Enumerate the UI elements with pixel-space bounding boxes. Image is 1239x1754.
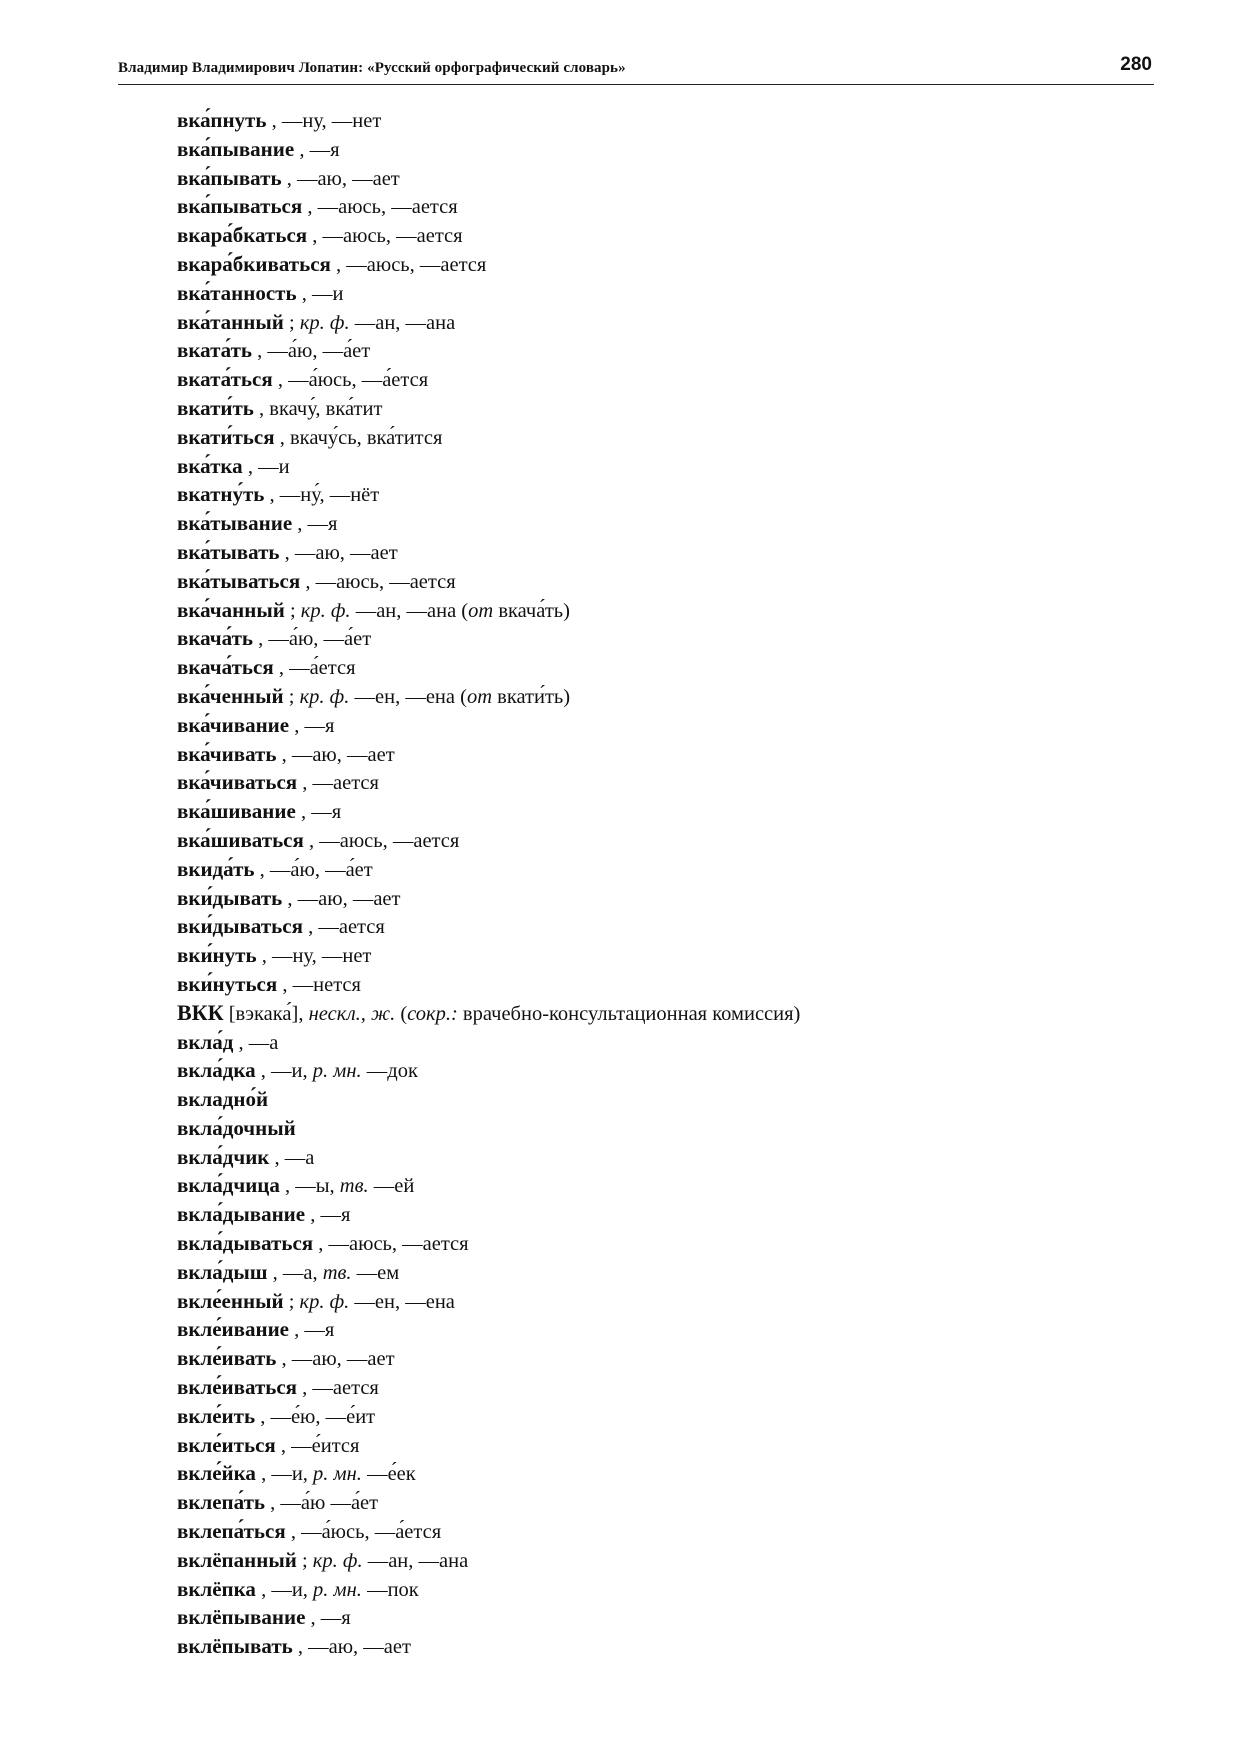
inflection-text: , —и — [242, 455, 290, 478]
headword: вкати́ться — [177, 424, 275, 449]
dictionary-entry — [177, 1517, 1157, 1546]
inflection-text: ; — [296, 1549, 313, 1572]
dictionary-entry — [177, 250, 1157, 279]
inflection-text: , —аюсь, —ается — [307, 225, 463, 248]
headword: вкле́ивание — [177, 1317, 290, 1342]
headword: вка́пнуть — [177, 108, 267, 132]
dictionary-entry — [177, 1114, 1157, 1143]
inflection-text: —док — [361, 1060, 418, 1083]
inflection-text: , —а́юсь, —а́ется — [285, 1521, 442, 1544]
inflection-text: , —я — [305, 1607, 351, 1630]
inflection-text: вкача́ть) — [493, 599, 570, 622]
dictionary-entry — [177, 1315, 1157, 1344]
grammar-note: кр. ф. — [299, 685, 350, 708]
dictionary-entry — [177, 1258, 1157, 1287]
dictionary-entry — [177, 1229, 1157, 1258]
inflection-text: , —а — [269, 1146, 315, 1169]
headword: вкле́иваться — [177, 1375, 298, 1400]
headword: вкла́дочный — [177, 1115, 296, 1140]
inflection-text: , —а́ю —а́ет — [265, 1492, 379, 1515]
grammar-note: нескл., ж. — [308, 1002, 396, 1025]
dictionary-entry — [177, 135, 1157, 164]
headword: вкара́бкиваться — [177, 251, 331, 276]
inflection-text: , —аюсь, —ается — [330, 253, 487, 276]
headword: вкла́дчик — [177, 1144, 270, 1169]
dictionary-entry — [177, 797, 1157, 826]
headword: вка́танность — [177, 280, 297, 305]
inflection-text: , —а — [233, 1031, 279, 1054]
inflection-text: , —ну, —нет — [266, 110, 382, 132]
dictionary-entry — [177, 1056, 1157, 1085]
dictionary-entry — [177, 336, 1157, 365]
dictionary-entry — [177, 1085, 1157, 1114]
inflection-text: , —а́ется — [273, 657, 356, 680]
page-number: 280 — [1120, 54, 1152, 75]
dictionary-entry — [177, 567, 1157, 596]
inflection-text: ; — [283, 311, 300, 334]
dictionary-entry — [177, 538, 1157, 567]
inflection-text: , —а́ю, —а́ет — [252, 340, 371, 363]
inflection-text: —ен, —ена — [349, 1290, 455, 1313]
headword: вка́чиваться — [177, 770, 298, 795]
inflection-text: , —ы, — [279, 1175, 340, 1198]
headword: ВКК — [177, 999, 224, 1025]
dictionary-entry — [177, 1632, 1157, 1661]
inflection-text: —ан, —ана — [362, 1549, 469, 1572]
headword: вка́пывать — [177, 165, 282, 190]
dictionary-entry — [177, 1402, 1157, 1431]
dictionary-entry — [177, 826, 1157, 855]
headword: вка́танный — [177, 309, 284, 334]
headword: вка́чивать — [177, 741, 277, 766]
headword: вклепа́ть — [177, 1490, 266, 1515]
inflection-text: , —ается — [297, 772, 379, 795]
inflection-text: , —нется — [277, 973, 361, 996]
dictionary-entry — [177, 653, 1157, 682]
headword: вки́нуть — [177, 943, 257, 968]
dictionary-entry — [177, 1546, 1157, 1575]
dictionary-entry — [177, 164, 1157, 193]
dictionary-entry — [177, 1603, 1157, 1632]
header-title: Владимир Владимирович Лопатин: «Русский орфографический словарь» — [118, 60, 626, 76]
headword: вка́ченный — [177, 683, 284, 708]
inflection-text: , —аю, —ает — [292, 1636, 411, 1659]
dictionary-entry — [177, 365, 1157, 394]
headword: вкле́йка — [177, 1461, 256, 1486]
inflection-text: , —и, — [255, 1060, 313, 1083]
inflection-text: , —аю, —ает — [281, 167, 400, 190]
inflection-text: , —ается — [302, 916, 385, 939]
headword: вка́шиваться — [177, 827, 304, 852]
dictionary-entry — [177, 941, 1157, 970]
inflection-text: ; — [283, 1290, 300, 1313]
grammar-note: сокр.: — [407, 1002, 458, 1025]
headword: вката́ть — [177, 338, 253, 363]
headword: вка́чанный — [177, 597, 285, 622]
grammar-note: р. мн. — [313, 1578, 362, 1601]
inflection-text: , —аюсь, —ается — [302, 196, 458, 219]
grammar-note: кр. ф. — [300, 599, 351, 622]
headword: вкладно́й — [177, 1087, 269, 1112]
dictionary-entry — [177, 452, 1157, 481]
grammar-note: кр. ф. — [299, 311, 350, 334]
dictionary-entry — [177, 1373, 1157, 1402]
dictionary-entry — [177, 1028, 1157, 1057]
headword: вката́ться — [177, 367, 273, 392]
inflection-text: , —и, — [255, 1578, 314, 1601]
headword: вкача́ться — [177, 655, 274, 680]
grammar-note: от — [466, 685, 493, 708]
inflection-text: ; — [284, 599, 301, 622]
dictionary-entry — [177, 308, 1157, 337]
inflection-text: ( — [395, 1002, 408, 1025]
headword: вклёпанный — [177, 1547, 297, 1572]
grammar-note: от — [468, 599, 494, 622]
inflection-text: , —я — [289, 1319, 335, 1342]
headword: вки́дывать — [177, 885, 283, 910]
inflection-text: , —я — [292, 513, 338, 536]
headword: вка́тка — [177, 453, 243, 478]
headword: вкле́енный — [177, 1288, 284, 1313]
inflection-text: , —и — [296, 282, 344, 305]
inflection-text: —ан, —ана — [349, 311, 456, 334]
grammar-note: тв. — [339, 1175, 369, 1198]
inflection-text: , вкачу́сь, вка́тится — [274, 426, 443, 449]
inflection-text: , —я — [295, 801, 342, 824]
dictionary-entry — [177, 1200, 1157, 1229]
dictionary-entry — [177, 682, 1157, 711]
inflection-text: вкати́ть) — [492, 685, 571, 708]
dictionary-entry — [177, 423, 1157, 452]
inflection-text: , —аю, —ает — [276, 743, 395, 766]
inflection-text: , —ну́, —нёт — [264, 484, 380, 507]
inflection-text: , —ну, —нет — [256, 945, 372, 968]
inflection-text: , —аюсь, —ается — [313, 1233, 469, 1256]
grammar-note: р. мн. — [313, 1463, 362, 1486]
dictionary-entry — [177, 509, 1157, 538]
dictionary-entry — [177, 221, 1157, 250]
headword: вка́пывание — [177, 136, 295, 161]
dictionary-entry — [177, 855, 1157, 884]
inflection-text: , —а, — [267, 1261, 323, 1284]
headword: вкла́д — [177, 1029, 234, 1054]
dictionary-entry — [177, 624, 1157, 653]
dictionary-entry — [177, 1287, 1157, 1316]
inflection-text: , —я — [294, 138, 340, 161]
grammar-note: кр. ф. — [299, 1290, 350, 1313]
headword: вкла́дчица — [177, 1173, 280, 1198]
inflection-text: , —аю, —ает — [279, 541, 398, 564]
dictionary-entries — [177, 106, 1157, 1661]
inflection-text: , —а́ю, —а́ет — [254, 858, 373, 881]
inflection-text: —ан, —ана ( — [350, 599, 469, 622]
inflection-text: , —аюсь, —ается — [300, 570, 456, 593]
inflection-text: , —я — [305, 1204, 351, 1227]
headword: вка́тывание — [177, 511, 293, 536]
headword: вкатну́ть — [177, 482, 265, 507]
grammar-note: тв. — [322, 1261, 352, 1284]
inflection-text: —е́ек — [361, 1463, 416, 1486]
headword: вклёпывание — [177, 1605, 306, 1630]
headword: вки́дываться — [177, 914, 303, 939]
headword: вклепа́ться — [177, 1519, 286, 1544]
dictionary-entry — [177, 999, 1157, 1028]
dictionary-entry — [177, 970, 1157, 999]
headword: вкара́бкаться — [177, 223, 308, 248]
dictionary-entry — [177, 884, 1157, 913]
headword: вкла́дываться — [177, 1231, 314, 1256]
headword: вка́тываться — [177, 568, 301, 593]
dictionary-entry — [177, 192, 1157, 221]
inflection-text: , —аю, —ает — [276, 1348, 395, 1371]
inflection-text: [вэкака́], — [223, 1002, 309, 1025]
headword: вкле́ить — [177, 1403, 256, 1428]
inflection-text: , —е́ю, —е́ит — [255, 1405, 376, 1428]
inflection-text: , —я — [289, 714, 335, 737]
inflection-text: —ен, —ена ( — [349, 685, 467, 708]
inflection-text: ; — [283, 685, 300, 708]
headword: вкла́дыш — [177, 1259, 268, 1284]
headword: вклёпка — [177, 1576, 256, 1601]
grammar-note: кр. ф. — [312, 1549, 363, 1572]
dictionary-entry — [177, 106, 1157, 135]
dictionary-entry — [177, 596, 1157, 625]
headword: вкла́дка — [177, 1058, 256, 1083]
inflection-text: , —а́ю, —а́ет — [253, 628, 372, 651]
inflection-text: врачебно-консультационная комиссия) — [457, 1002, 801, 1025]
inflection-text: , вкачу́, вка́тит — [253, 397, 383, 420]
inflection-text: , —аюсь, —ается — [303, 829, 460, 852]
headword: вка́шивание — [177, 799, 296, 824]
inflection-text: , —е́ится — [275, 1434, 360, 1457]
headword: вка́пываться — [177, 194, 303, 219]
dictionary-entry — [177, 480, 1157, 509]
headword: вклёпывать — [177, 1634, 293, 1659]
dictionary-entry — [177, 740, 1157, 769]
dictionary-entry — [177, 1344, 1157, 1373]
dictionary-entry — [177, 394, 1157, 423]
headword: вкати́ть — [177, 395, 254, 420]
headword: вкле́ивать — [177, 1346, 277, 1371]
dictionary-entry — [177, 1143, 1157, 1172]
inflection-text: —ем — [351, 1261, 400, 1284]
inflection-text: , —а́юсь, —а́ется — [272, 369, 429, 392]
inflection-text: , —ается — [297, 1377, 379, 1400]
inflection-text: —пок — [361, 1578, 419, 1601]
dictionary-entry — [177, 1459, 1157, 1488]
headword: вкача́ть — [177, 626, 254, 651]
headword: вкла́дывание — [177, 1202, 306, 1227]
dictionary-entry — [177, 768, 1157, 797]
dictionary-entry — [177, 1171, 1157, 1200]
inflection-text: , —и, — [255, 1463, 314, 1486]
dictionary-entry — [177, 1431, 1157, 1460]
headword: вка́чивание — [177, 712, 290, 737]
dictionary-entry — [177, 279, 1157, 308]
dictionary-entry — [177, 711, 1157, 740]
dictionary-entry — [177, 1488, 1157, 1517]
inflection-text: , —аю, —ает — [282, 887, 401, 910]
inflection-text: —ей — [368, 1175, 415, 1198]
headword: вкида́ть — [177, 856, 255, 881]
headword: вкле́иться — [177, 1432, 276, 1457]
page-header — [118, 54, 1154, 85]
headword: вка́тывать — [177, 539, 280, 564]
headword: вки́нуться — [177, 971, 278, 996]
dictionary-entry — [177, 912, 1157, 941]
dictionary-entry — [177, 1575, 1157, 1604]
grammar-note: р. мн. — [312, 1060, 362, 1083]
